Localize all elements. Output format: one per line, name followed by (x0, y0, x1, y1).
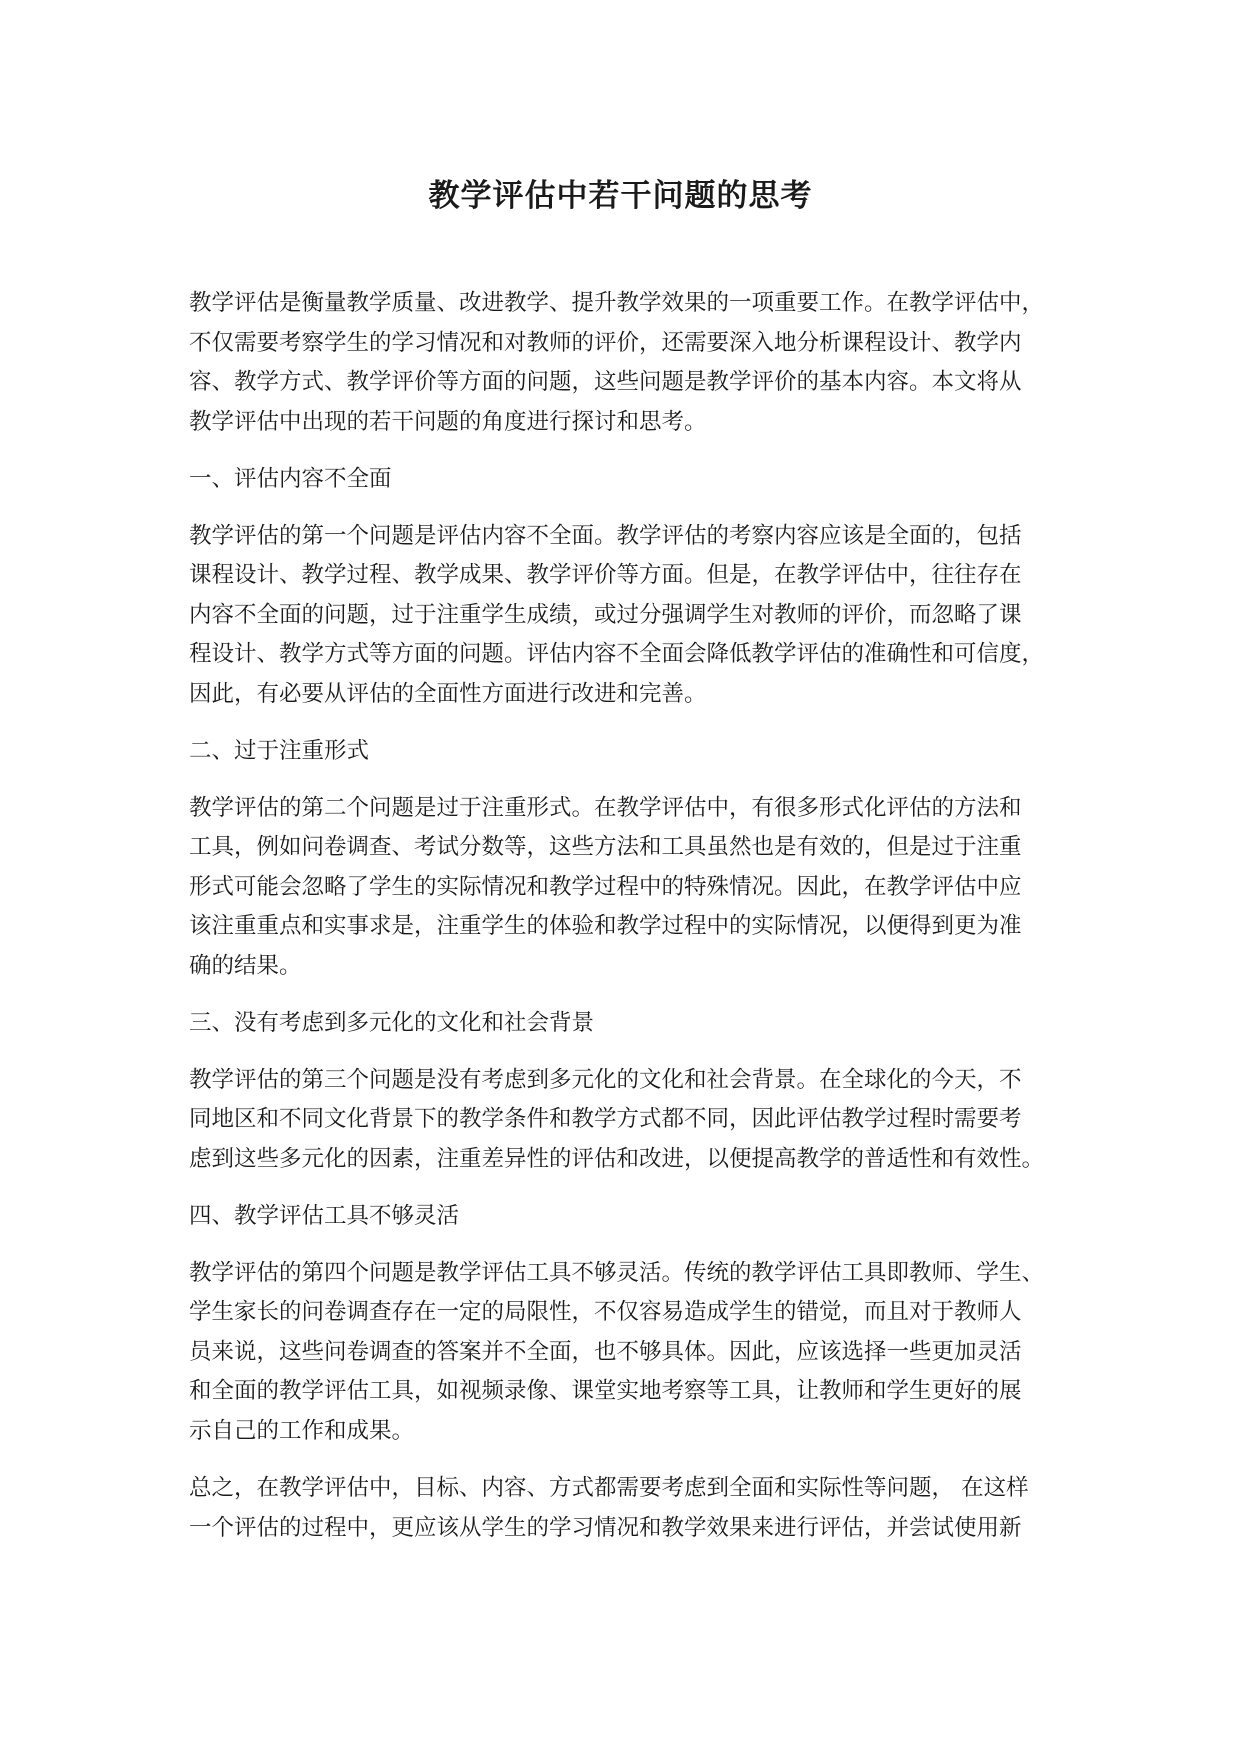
section-1 (189, 460, 1069, 714)
section-paragraph: 教学评估的第四个问题是教学评估工具不够灵活。传统的教学评估工具即教师、学生、 学生家长的问卷调查存在一定的局限性，不仅容易造成学生的错觉，而且对于教师人 员来说，这些问卷调查的答案并不全面，也不够具体。因此，应该选择一些更加灵活 和全面的教学评估工具，如视频录像、课堂实地考察等工具，让教师和学生更好的展 示自己的工作和成果。 (189, 1259, 1045, 1444)
section-4 (189, 1197, 1069, 1451)
section-paragraph: 教学评估的第三个问题是没有考虑到多元化的文化和社会背景。在全球化的今天，不 同地区和不同文化背景下的教学条件和教学方式都不同，因此评估教学过程时需要考 虑到这些多元化的因素，注重差异性的评估和改进，以便提高教学的普适性和有效性。 (189, 1066, 1045, 1172)
intro-block (189, 284, 1069, 442)
section-heading: 四、教学评估工具不够灵活 (189, 1203, 460, 1229)
section-paragraph: 教学评估的第一个问题是评估内容不全面。教学评估的考察内容应该是全面的，包括 课程设计、教学过程、教学成果、教学评价等方面。但是，在教学评估中，往往存在 内容不全面的问题，过于注重学生成绩，或过分强调学生对教师的评价，而忽略了课 程设计、教学方式等方面的问题。评估内容不全面会降低教学评估的准确性和可信度， 因此，有必要从评估的全面性方面进行改进和完善。 (189, 522, 1045, 707)
section-2 (189, 732, 1069, 986)
document-title: 教学评估中若干问题的思考 (428, 178, 813, 214)
document-body (189, 284, 1069, 1548)
section-heading: 一、评估内容不全面 (189, 466, 392, 492)
section-3 (189, 1004, 1069, 1179)
section-paragraph: 教学评估的第二个问题是过于注重形式。在教学评估中，有很多形式化评估的方法和 工具，例如问卷调查、考试分数等，这些方法和工具虽然也是有效的，但是过于注重 形式可能会忽略了学生的实际情况和教学过程中的特殊情况。因此，在教学评估中应 该注重重点和实事求是，注重学生的体验和教学过程中的实际情况，以便得到更为准 确的结果。 (189, 794, 1022, 979)
conclusion-paragraph: 总之，在教学评估中，目标、内容、方式都需要考虑到全面和实际性等问题， 在这样 一个评估的过程中，更应该从学生的学习情况和教学效果来进行评估，并尝试使用新 (189, 1475, 1029, 1541)
section-heading: 三、没有考虑到多元化的文化和社会背景 (189, 1010, 595, 1036)
conclusion-block (189, 1469, 1069, 1548)
section-heading: 二、过于注重形式 (189, 738, 370, 764)
intro-paragraph: 教学评估是衡量教学质量、改进教学、提升教学效果的一项重要工作。在教学评估中， 不仅需要考察学生的学习情况和对教师的评价，还需要深入地分析课程设计、教学内 容、教学方式、教学评价等方面的问题，这些问题是教学评价的基本内容。本文将从 教学评估中出现的若干问题的角度进行探讨和思考。 (189, 290, 1045, 435)
